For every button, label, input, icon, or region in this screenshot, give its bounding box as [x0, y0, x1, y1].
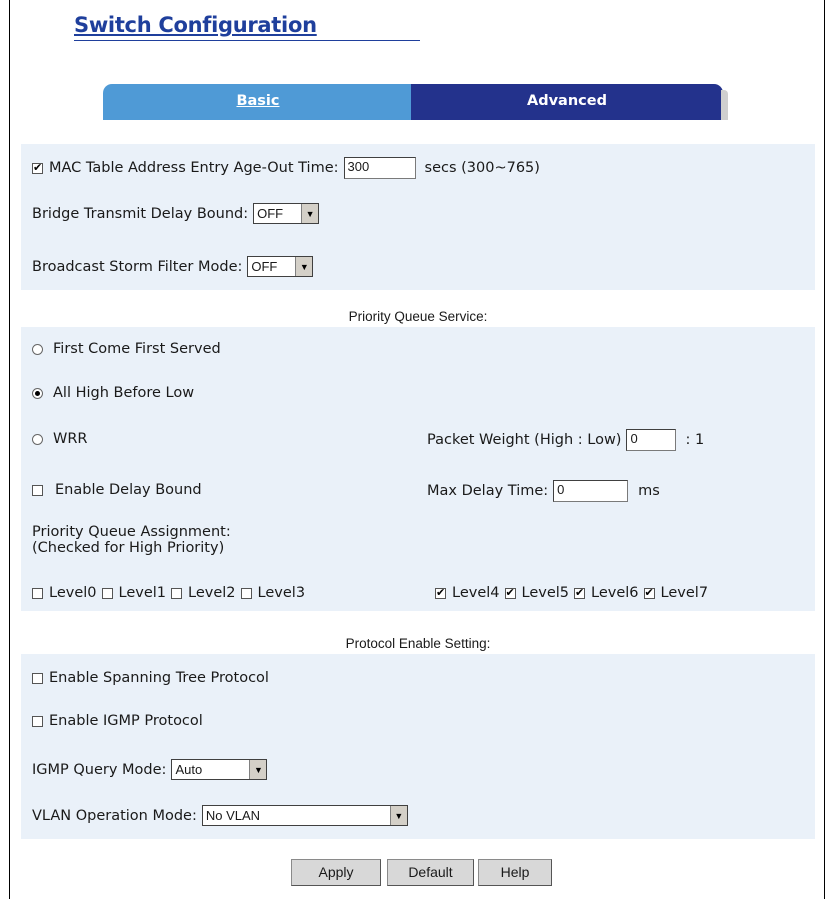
broadcast-label: Broadcast Storm Filter Mode: — [32, 258, 243, 275]
delay-bound-checkbox[interactable] — [32, 485, 43, 496]
vlan-row — [32, 805, 408, 826]
mac-age-input[interactable]: 300 — [344, 157, 416, 179]
packet-weight-row — [427, 429, 704, 451]
packet-weight-input[interactable]: 0 — [626, 429, 676, 451]
levels-low-row — [32, 585, 305, 601]
broadcast-row — [32, 256, 313, 277]
tab-advanced[interactable] — [411, 84, 723, 120]
stp-row — [32, 670, 269, 686]
igmp-label: Enable IGMP Protocol — [49, 713, 203, 729]
level1-checkbox[interactable] — [102, 588, 113, 599]
delay-bound-row — [32, 482, 202, 498]
protocol-caption: Protocol Enable Setting: — [345, 636, 491, 651]
vlan-label: VLAN Operation Mode: — [32, 807, 197, 824]
igmp-checkbox[interactable] — [32, 716, 43, 727]
tab-advanced-edge — [721, 90, 728, 120]
chevron-down-icon: ▼ — [390, 806, 407, 825]
level6-label: Level6 — [591, 585, 639, 601]
igmp-query-row — [32, 759, 267, 780]
delay-bound-label: Enable Delay Bound — [55, 482, 202, 498]
mac-age-row — [32, 157, 540, 179]
mac-age-checkbox[interactable] — [32, 163, 43, 174]
tab-basic[interactable] — [103, 84, 413, 120]
assignment-line1: Priority Queue Assignment: — [32, 524, 231, 540]
max-delay-unit: ms — [638, 483, 660, 499]
level2-checkbox[interactable] — [171, 588, 182, 599]
level6-checkbox[interactable] — [574, 588, 585, 599]
chevron-down-icon: ▼ — [249, 760, 266, 779]
level3-checkbox[interactable] — [241, 588, 252, 599]
default-button[interactable]: Default — [387, 859, 474, 886]
max-delay-label: Max Delay Time: — [427, 483, 549, 499]
level1-label: Level1 — [118, 585, 167, 601]
stp-label: Enable Spanning Tree Protocol — [49, 670, 269, 686]
level4-label: Level4 — [452, 585, 500, 601]
assignment-line2: (Checked for High Priority) — [32, 540, 225, 556]
priority-queue-caption: Priority Queue Service: — [348, 309, 488, 324]
level3-label: Level3 — [257, 585, 306, 601]
level5-checkbox[interactable] — [505, 588, 516, 599]
priority-queue-panel — [21, 327, 815, 611]
packet-weight-label: Packet Weight (High : Low) — [427, 432, 622, 448]
level0-label: Level0 — [49, 585, 97, 601]
bridge-delay-value: OFF — [257, 206, 284, 221]
mac-age-unit: secs (300~765) — [424, 160, 540, 176]
chevron-down-icon: ▼ — [301, 204, 318, 223]
level4-checkbox[interactable] — [435, 588, 446, 599]
broadcast-value: OFF — [251, 259, 278, 274]
page-title: Switch Configuration — [74, 13, 317, 37]
bridge-delay-label: Bridge Transmit Delay Bound: — [32, 205, 249, 222]
mac-age-label: MAC Table Address Entry Age-Out Time: — [49, 160, 339, 176]
stp-checkbox[interactable] — [32, 673, 43, 684]
igmp-query-select[interactable] — [171, 759, 267, 780]
packet-weight-suffix: : 1 — [685, 432, 705, 448]
igmp-row — [32, 713, 203, 729]
max-delay-row — [427, 480, 660, 502]
ahbl-label: All High Before Low — [53, 385, 195, 401]
broadcast-select[interactable] — [247, 256, 313, 277]
bridge-delay-select[interactable] — [253, 203, 319, 224]
ahbl-radio[interactable] — [32, 388, 43, 399]
igmp-query-label: IGMP Query Mode: — [32, 761, 167, 778]
level5-label: Level5 — [521, 585, 570, 601]
wrr-label: WRR — [53, 431, 88, 447]
vlan-value: No VLAN — [205, 808, 261, 823]
wrr-radio[interactable] — [32, 434, 43, 445]
chevron-down-icon: ▼ — [295, 257, 312, 276]
tab-basic-label: Basic — [236, 93, 280, 109]
tab-advanced-label: Advanced — [527, 93, 607, 109]
assignment-caption — [32, 524, 231, 556]
level0-checkbox[interactable] — [32, 588, 43, 599]
max-delay-input[interactable]: 0 — [553, 480, 628, 502]
level7-checkbox[interactable] — [644, 588, 655, 599]
levels-high-row — [435, 585, 708, 601]
help-button[interactable]: Help — [478, 859, 552, 886]
fcfs-radio[interactable] — [32, 344, 43, 355]
apply-button[interactable]: Apply — [291, 859, 381, 886]
vlan-select[interactable] — [202, 805, 408, 826]
igmp-query-value: Auto — [175, 762, 203, 777]
level7-label: Level7 — [660, 585, 709, 601]
level2-label: Level2 — [188, 585, 236, 601]
title-underline — [74, 40, 420, 41]
fcfs-row — [32, 341, 221, 357]
bridge-delay-row — [32, 203, 319, 224]
ahbl-row — [32, 385, 194, 401]
fcfs-label: First Come First Served — [53, 341, 221, 357]
wrr-row — [32, 431, 88, 447]
